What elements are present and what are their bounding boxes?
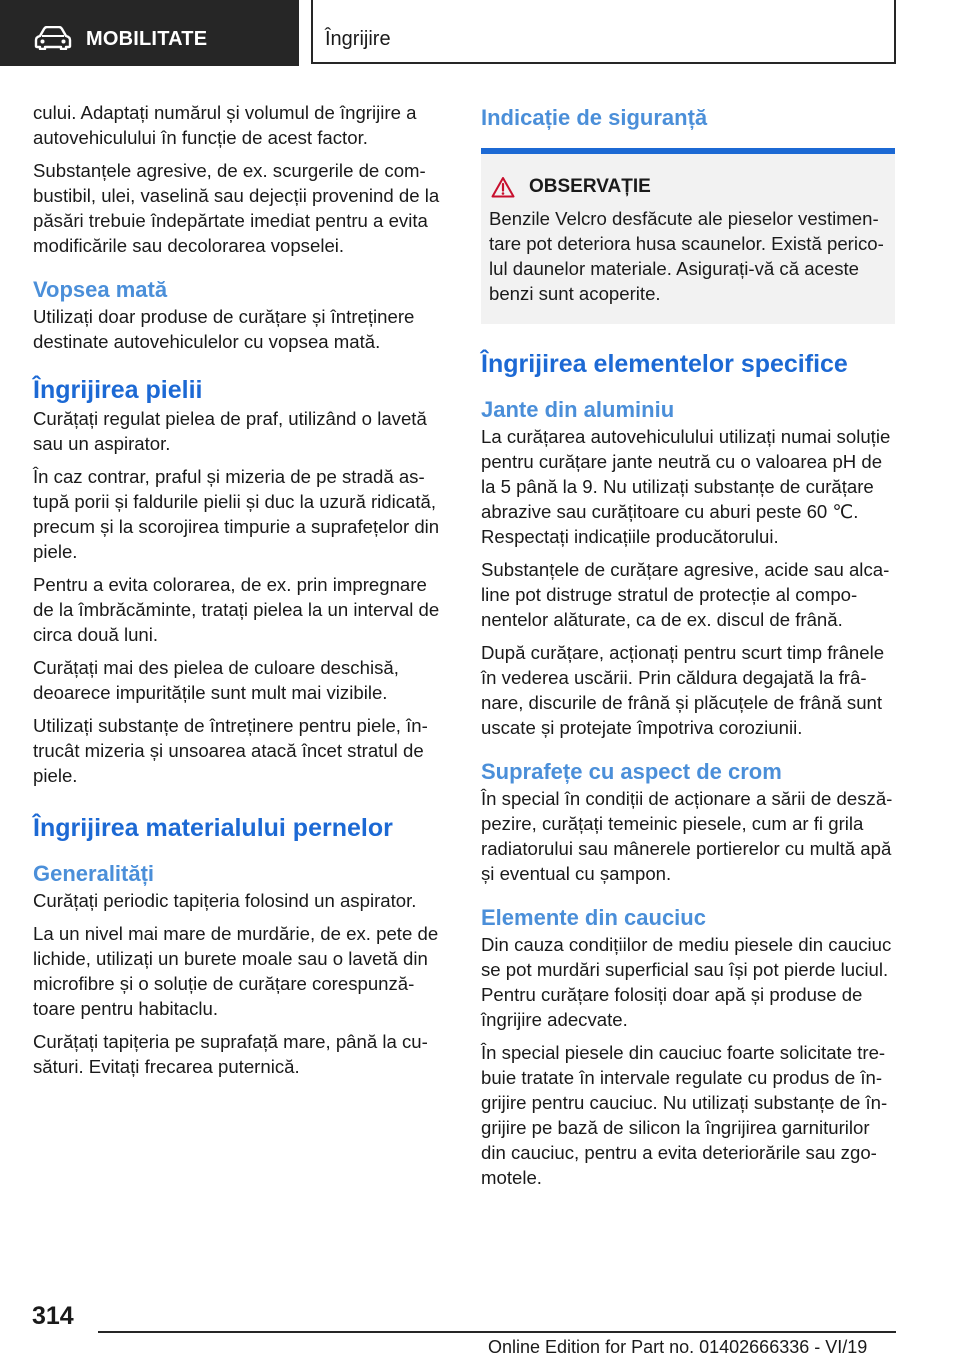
paragraph: Pentru a evita colorarea, de ex. prin impregnare de la îmbrăcăminte, tratați pielea la un interval de circa două luni. — [33, 574, 440, 645]
left-column — [33, 100, 448, 1087]
paragraph: Din cauza condițiilor de mediu piesele din cauciuc se pot murdări superficial sau își pot pierde luciul. Pentru curățare folosiți doar apă și produse de îngrijire adecvate. — [481, 934, 892, 1030]
notice-text: Benzile Velcro desfăcute ale pieselor vestimentare pot deteriora husa scaunelor. Există pericolul daunelor materiale. Asigurați-vă că aceste benzi sunt acoperite. — [489, 208, 884, 304]
heading-chrome-surfaces: Suprafețe cu aspect de crom — [481, 759, 782, 784]
paragraph: cului. Adaptați numărul și volumul de îngrijire a autovehiculului în funcție de acest factor. — [33, 102, 417, 148]
paragraph: Substanțele agresive, de ex. scurgerile de combustibil, ulei, vaselină sau dejecții provenind de la păsări trebuie îndepărtate imediat pentru a evita modificările sau decolorarea vopselei. — [33, 160, 440, 256]
heading-matte-paint: Vopsea mată — [33, 277, 168, 302]
chapter-box — [311, 0, 896, 64]
heading-safety-note: Indicație de siguranță — [481, 105, 708, 130]
heading-general: Generalități — [33, 861, 155, 886]
paragraph: Curățați mai des pielea de culoare deschisă, deoarece impuritățile sunt mult mai vizibile. — [33, 657, 399, 703]
paragraph: Utilizați doar produse de curățare și întreținere destinate autovehiculelor cu vopsea mată. — [33, 306, 415, 352]
paragraph: În caz contrar, praful și mizeria de pe stradă astupă porii și faldurile pielii și duc la uzură ridicată, precum și la scorojirea timpurie a suprafețelor din piele. — [33, 466, 440, 562]
heading-specific-elements: Îngrijirea elementelor specifice — [481, 350, 848, 378]
warning-icon — [491, 176, 515, 198]
notice-title: OBSERVAȚIE — [529, 176, 651, 197]
heading-alloy-wheels: Jante din aluminiu — [481, 397, 675, 422]
car-icon — [34, 26, 72, 50]
paragraph: Substanțele de curățare agresive, acide sau alcaline pot distruge stratul de protecție al componentelor alăturate, ca de ex. discul de frână. — [481, 559, 890, 630]
heading-upholstery-care: Îngrijirea materialului pernelor — [33, 814, 393, 842]
notice-box — [481, 154, 895, 324]
paragraph: În special în condiții de acționare a sării de deszăpezire, curățați temeinic piesele, cum ar fi grila radiatorului sau mânerele portierelor cu multă apă și eventual cu șampon. — [481, 788, 893, 884]
edition-note: Online Edition for Part no. 01402666336 - VI/19 — [488, 1337, 868, 1357]
paragraph: Utilizați substanțe de întreținere pentru piele, întrucât mizeria și unsoarea atacă încet stratul de piele. — [33, 715, 428, 786]
paragraph: La curățarea autovehiculului utilizați numai soluție pentru curățare jante neutră cu o valoarea pH de la 5 până la 9. Nu utilizați substanțe de curățare abrazive sau curățitoare cu aburi peste 60 ℃. Respectați indicațiile producătorului. — [481, 426, 891, 547]
notice-header — [489, 176, 887, 198]
paragraph: La un nivel mai mare de murdărie, de ex. pete de lichide, utilizați un burete moale sau o lavetă din microfibre și o soluție de curățare corespunzătoare pentru habitaclu. — [33, 923, 439, 1019]
footer-divider — [98, 1331, 896, 1333]
heading-leather-care: Îngrijirea pielii — [33, 376, 203, 404]
section-label: MOBILITATE — [86, 28, 208, 50]
right-column — [481, 100, 895, 1198]
paragraph: Curățați regulat pielea de praf, utilizând o lavetă sau un aspirator. — [33, 408, 427, 454]
paragraph: Curățați tapițeria pe suprafață mare, până la cusături. Evitați frecarea puternică. — [33, 1031, 428, 1077]
paragraph: În special piesele din cauciuc foarte solicitate trebuie tratate în intervale regulate cu produs de îngrijire pentru cauciuc. Nu utilizați substanțe de îngrijire pe bază de silicon la îngrijirea garniturilor din cauciuc, pentru a evita deteriorările sau zgomotele. — [481, 1042, 888, 1188]
chapter-title: Îngrijire — [325, 28, 391, 50]
paragraph: Curățați periodic tapițeria folosind un aspirator. — [33, 890, 417, 911]
section-tab — [0, 0, 299, 66]
paragraph: După curățare, acționați pentru scurt timp frânele în vederea uscării. Prin căldura degajată la frânare, discurile de frână și plăcuțele de frână sunt uscate și protejate împotriva coroziunii. — [481, 642, 885, 738]
page-header — [0, 0, 960, 66]
page-number: 314 — [32, 1302, 74, 1330]
heading-rubber-components: Elemente din cauciuc — [481, 905, 706, 930]
